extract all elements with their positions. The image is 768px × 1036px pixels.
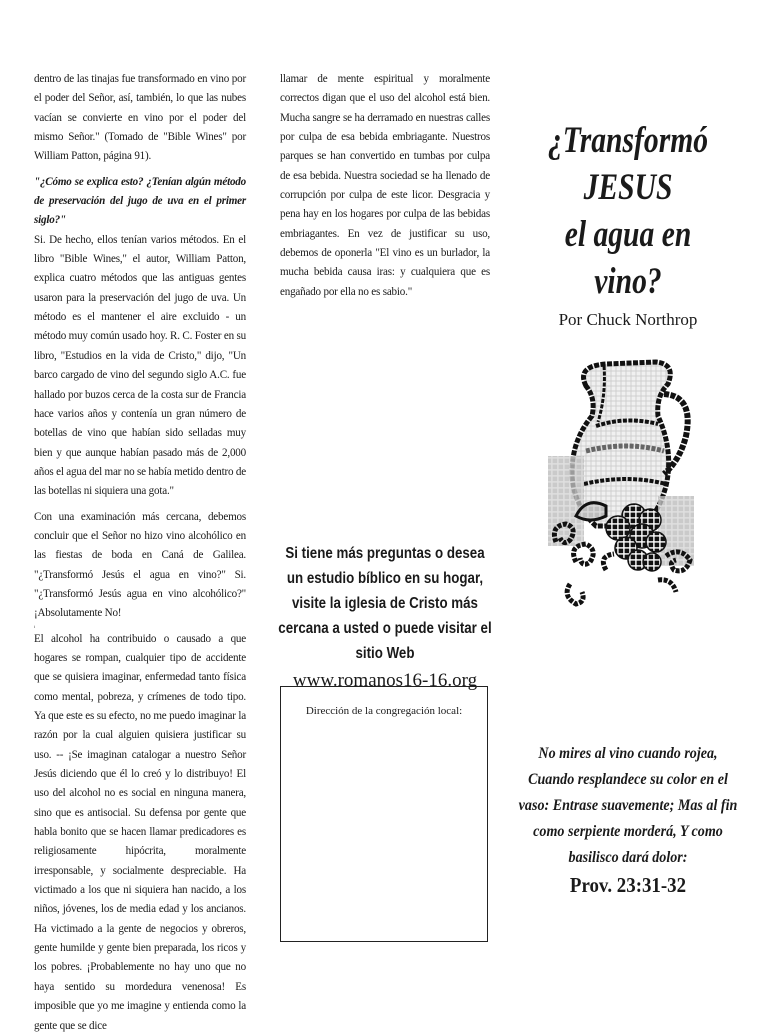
verse-text: No mires al vino cuando rojea, Cuando resplandece su color en el vaso: Entrase suavemente; Mas al fin como serpiente morderá, Y como basilisco dará dolor: (518, 745, 738, 866)
question-preservation: "¿Cómo se explica esto? ¿Tenían algún método de preservación del jugo de uva en el primer siglo?" (34, 175, 246, 227)
paragraph-patton-quote: dentro de las tinajas fue transformado en vino por el poder del Señor, así, también, lo que las nubes vacían se convierte en vino por el poder del mismo Señor." (Tomado de "Bible Wines" por William Patton, página 91). (34, 73, 246, 163)
jar-icon (546, 356, 696, 618)
verse-reference: Prov. 23:31-32 (569, 873, 687, 897)
stray-mark: i (34, 623, 36, 629)
mosaic-jar-illustration (546, 356, 696, 618)
paragraph-preservation-methods: Si. De hecho, ellos tenían varios métodos. En el libro "Bible Wines," el autor, William Patton, explica cuatro métodos que las antiguas gentes usaron para la preservación del jugo de uva. Un método es el mantener el aire excluido - un método muy común usado hoy. R. C. Foster en su libro, "Estudios en la vida de Cristo," dijo, "Un barco cargado de vino del segundo siglo A.C. fue hallado por buzos cerca de la costa sur de Francia hace varios años y contenía un gran número de botellas de vino que habían sido selladas muy bien y que aunque habían pasado más de 2,000 años el agua del mar no se había metido dentro de las botellas ni siquiera una gota." (34, 233, 246, 498)
column-middle (280, 70, 490, 302)
address-label: Dirección de la congregación local: (305, 705, 463, 717)
paragraph-conclusion: Con una examinación más cercana, debemos concluir que el Señor no hizo vino alcohólico en las fiestas de boda en Caná de Galilea. "¿Transformó Jesús el agua en vino?" Si. "¿Transformó Jesús agua en vino alcohólico?" ¡Absolutamente No! (34, 510, 246, 620)
cover-title-block (508, 117, 748, 330)
contact-block (278, 541, 492, 693)
title-line-2: JESUS (583, 167, 673, 208)
contact-invitation: Si tiene más preguntas o desea un estudio bíblico en su hogar, visite la iglesia de Cristo más cercana a usted o puede visitar el sitio Web (278, 545, 492, 662)
paragraph-alcohol-effects: El alcohol ha contribuido o causado a que hogares se rompan, cualquier tipo de accidente que se quisiera imaginar, enfermedad tanto física como mental, pobreza, y crímenes de todo tipo. Ya que este es su efecto, no me puedo imaginar la razón por la cual alguien quisiera justificar su uso. -- ¡Se imaginan catalogar a nuestro Señor Jesús diciendo que él lo creó y lo distribuyo! El uso del alcohol no es social en ninguna manera, sino que es antisocial. Su defensa por gente que habla bonito que se hacen llamar predicadores es religiosamente hipócrita, moralmente irresponsable, y socialmente despreciable. Ha victimado a los que ni siquiera han nacido, a los niños, jóvenes, los de media edad y los ancianos. Ha victimado a la gente de negocios y obreros, gente humilde y gente bien preparada, los ricos y los pobres. ¡Probablemente no hay uno que no haya sentido su mordedura venenosa! Es imposible que yo me imagine y entienda como la gente que se dice (34, 632, 246, 1032)
title-line-3: el agua en vino? (564, 214, 692, 302)
title-line-1: ¿Transformó (547, 120, 709, 161)
bible-verse-block (518, 741, 738, 897)
paragraph-alcohol-continued: llamar de mente espiritual y moralmente correctos digan que el uso del alcohol está bien. Mucha sangre se ha derramado en nuestras calles por culpa de esa bebida embriagante. Nuestros parques se han convertido en tumbas por culpa de esa bebida. Nuestra sociedad se ha llenado de corrupción por culpa de este licor. Desgracia y pena hay en los hogares por culpa de las bebidas embriagantes. En vez de justificar su uso, debemos de oponerla "El vino es un burlador, la mucha bebida causa iras: y cualquiera que es engañado por ella no es sabio." (280, 73, 490, 298)
author-byline: Por Chuck Northrop (558, 310, 698, 329)
congregation-address-box (280, 686, 488, 942)
website-link[interactable]: www.romanos16-16.org (292, 670, 478, 691)
column-left (34, 70, 246, 1036)
